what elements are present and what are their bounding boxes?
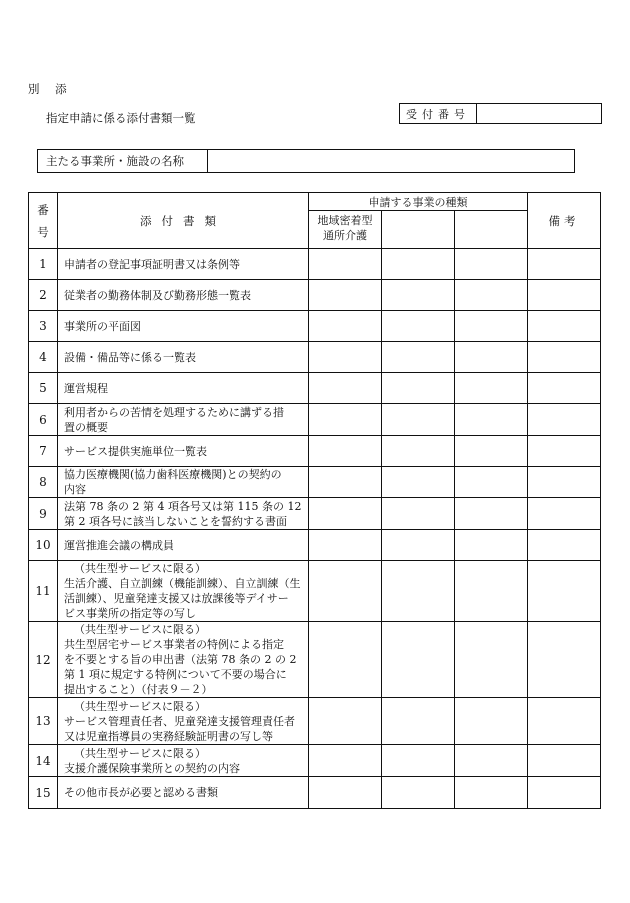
header-service-type-1 <box>309 211 382 249</box>
table-row <box>29 745 601 777</box>
attachment-table <box>28 192 601 809</box>
service-type-check-cell[interactable] <box>382 311 455 342</box>
table-row <box>29 249 601 280</box>
header-number-bottom: 号 <box>37 224 49 239</box>
service-type-check-cell[interactable] <box>455 467 528 498</box>
document-name-cell <box>58 698 309 745</box>
remarks-cell[interactable] <box>528 373 601 404</box>
document-name-cell <box>58 745 309 777</box>
remarks-cell[interactable] <box>528 404 601 436</box>
table-row <box>29 777 601 809</box>
document-name-line: 運営推進会議の構成員 <box>64 538 174 552</box>
header-number-top: 番 <box>37 202 49 217</box>
service-type-check-cell[interactable] <box>309 249 382 280</box>
service-type-check-cell[interactable] <box>455 561 528 622</box>
document-name-cell <box>58 404 309 436</box>
document-name-line: 第 1 項に規定する特例について不要の場合に <box>64 668 287 681</box>
service-type-check-cell[interactable] <box>382 745 455 777</box>
row-number: 9 <box>29 498 58 530</box>
remarks-cell[interactable] <box>528 745 601 777</box>
document-name-line: サービス管理責任者、児童発達支援管理責任者 <box>64 714 295 728</box>
service-type-check-cell[interactable] <box>455 373 528 404</box>
table-row <box>29 404 601 436</box>
document-name-line: 支援介護保険事業所との契約の内容 <box>64 761 240 775</box>
document-name-cell <box>58 342 309 373</box>
document-name-cell <box>58 561 309 622</box>
service-type-check-cell[interactable] <box>309 467 382 498</box>
remarks-cell[interactable] <box>528 622 601 698</box>
facility-name-label: 主たる事業所・施設の名称 <box>38 150 208 172</box>
service-type-check-cell[interactable] <box>309 698 382 745</box>
kyoseigata-note: （共生型サービスに限る） <box>74 562 206 575</box>
table-row <box>29 311 601 342</box>
service-type-line1: 地域密着型 <box>317 214 373 227</box>
service-type-check-cell[interactable] <box>382 561 455 622</box>
document-name-line: 協力医療機関(協力歯科医療機関)との契約の <box>64 468 282 481</box>
document-name-line: 従業者の勤務体制及び勤務形態一覧表 <box>64 288 251 302</box>
remarks-cell[interactable] <box>528 436 601 467</box>
table-row <box>29 530 601 561</box>
document-name-line: 活訓練）、児童発達支援又は放課後等デイサー <box>64 592 289 605</box>
document-name-cell <box>58 280 309 311</box>
document-name-line: 第 2 項各号に該当しないことを誓約する書面 <box>64 514 287 528</box>
remarks-cell[interactable] <box>528 498 601 530</box>
service-type-check-cell[interactable] <box>455 249 528 280</box>
row-number: 11 <box>29 561 58 622</box>
document-name-line: その他市長が必要と認める書類 <box>64 786 218 799</box>
service-type-check-cell[interactable] <box>382 698 455 745</box>
service-type-check-cell[interactable] <box>309 745 382 777</box>
row-number: 10 <box>29 530 58 561</box>
remarks-cell[interactable] <box>528 280 601 311</box>
service-type-check-cell[interactable] <box>455 698 528 745</box>
header-remarks: 備考 <box>528 193 601 249</box>
table-row <box>29 373 601 404</box>
remarks-cell[interactable] <box>528 249 601 280</box>
service-type-check-cell[interactable] <box>309 622 382 698</box>
service-type-check-cell[interactable] <box>455 436 528 467</box>
service-type-check-cell[interactable] <box>382 467 455 498</box>
service-type-check-cell[interactable] <box>382 280 455 311</box>
receipt-number-label: 受付番号 <box>400 104 477 123</box>
document-name-line: を不要とする旨の申出書（法第 78 条の 2 の 2 <box>64 653 297 666</box>
header-service-type-2 <box>382 211 455 249</box>
document-name-cell <box>58 436 309 467</box>
service-type-check-cell[interactable] <box>309 498 382 530</box>
service-type-check-cell[interactable] <box>382 777 455 809</box>
document-name-line: 又は児童指導員の実務経験証明書の写し等 <box>64 729 273 743</box>
service-type-check-cell[interactable] <box>382 404 455 436</box>
table-row <box>29 622 601 698</box>
document-name-line: 申請者の登記事項証明書又は条例等 <box>64 257 240 271</box>
annex-label: 別 添 <box>28 82 73 96</box>
facility-name-box <box>37 149 575 173</box>
service-type-check-cell[interactable] <box>309 280 382 311</box>
service-type-line2: 通所介護 <box>323 229 367 242</box>
service-type-check-cell[interactable] <box>455 745 528 777</box>
kyoseigata-note: （共生型サービスに限る） <box>74 699 206 713</box>
table-row <box>29 467 601 498</box>
service-type-check-cell[interactable] <box>309 311 382 342</box>
document-name-cell <box>58 249 309 280</box>
service-type-check-cell[interactable] <box>309 530 382 561</box>
service-type-check-cell[interactable] <box>455 498 528 530</box>
service-type-check-cell[interactable] <box>455 280 528 311</box>
service-type-check-cell[interactable] <box>309 777 382 809</box>
service-type-check-cell[interactable] <box>455 311 528 342</box>
service-type-check-cell[interactable] <box>382 373 455 404</box>
service-type-check-cell[interactable] <box>382 498 455 530</box>
row-number: 2 <box>29 280 58 311</box>
document-name-line: 事業所の平面図 <box>64 319 141 333</box>
document-name-cell <box>58 530 309 561</box>
header-service-type-3 <box>455 211 528 249</box>
service-type-check-cell[interactable] <box>455 404 528 436</box>
document-name-line: サービス提供実施単位一覧表 <box>64 444 207 458</box>
table-row <box>29 498 601 530</box>
document-name-line: 生活介護、自立訓練（機能訓練）、自立訓練（生 <box>64 577 301 590</box>
document-name-line: 置の概要 <box>64 420 108 434</box>
document-name-line: 利用者からの苦情を処理するために講ずる措 <box>64 405 284 419</box>
remarks-cell[interactable] <box>528 698 601 745</box>
remarks-cell[interactable] <box>528 530 601 561</box>
service-type-check-cell[interactable] <box>382 436 455 467</box>
document-name-line: 運営規程 <box>64 381 108 395</box>
document-name-cell <box>58 467 309 498</box>
service-type-check-cell[interactable] <box>382 342 455 373</box>
service-type-check-cell[interactable] <box>382 530 455 561</box>
document-name-line: 共生型居宅サービス事業者の特例による指定 <box>64 638 284 651</box>
row-number: 12 <box>29 622 58 698</box>
header-number <box>29 193 58 249</box>
facility-name-field[interactable] <box>208 150 574 172</box>
row-number: 3 <box>29 311 58 342</box>
document-name-line: 内容 <box>64 483 86 496</box>
document-title: 指定申請に係る添付書類一覧 <box>46 111 196 125</box>
service-type-check-cell[interactable] <box>309 561 382 622</box>
remarks-cell[interactable] <box>528 777 601 809</box>
service-type-check-cell[interactable] <box>455 622 528 698</box>
row-number: 13 <box>29 698 58 745</box>
document-name-cell <box>58 311 309 342</box>
row-number: 15 <box>29 777 58 809</box>
remarks-cell[interactable] <box>528 311 601 342</box>
service-type-check-cell[interactable] <box>382 249 455 280</box>
document-name-line: 設備・備品等に係る一覧表 <box>64 350 196 364</box>
document-name-line: 提出すること）（付表９－２） <box>64 683 213 696</box>
receipt-number-box <box>399 103 602 124</box>
header-service-group: 申請する事業の種類 <box>309 193 528 211</box>
document-name-cell <box>58 777 309 809</box>
document-name-cell <box>58 622 309 698</box>
document-name-line: ビス事業所の指定等の写し <box>64 607 196 620</box>
table-row <box>29 342 601 373</box>
service-type-check-cell[interactable] <box>382 622 455 698</box>
service-type-check-cell[interactable] <box>455 342 528 373</box>
document-name-line: 法第 78 条の 2 第 4 項各号又は第 115 条の 12 <box>64 499 302 513</box>
row-number: 6 <box>29 404 58 436</box>
service-type-check-cell[interactable] <box>455 530 528 561</box>
service-type-check-cell[interactable] <box>309 373 382 404</box>
table-row <box>29 436 601 467</box>
kyoseigata-note: （共生型サービスに限る） <box>74 623 206 636</box>
remarks-cell[interactable] <box>528 467 601 498</box>
row-number: 1 <box>29 249 58 280</box>
service-type-check-cell[interactable] <box>309 404 382 436</box>
table-row <box>29 698 601 745</box>
table-row <box>29 561 601 622</box>
kyoseigata-note: （共生型サービスに限る） <box>74 746 206 760</box>
document-name-cell <box>58 373 309 404</box>
document-name-cell <box>58 498 309 530</box>
receipt-number-field[interactable] <box>477 104 601 123</box>
service-type-check-cell[interactable] <box>309 342 382 373</box>
header-documents: 添付書類 <box>58 193 309 249</box>
remarks-cell[interactable] <box>528 342 601 373</box>
row-number: 4 <box>29 342 58 373</box>
service-type-check-cell[interactable] <box>309 436 382 467</box>
remarks-cell[interactable] <box>528 561 601 622</box>
row-number: 8 <box>29 467 58 498</box>
service-type-check-cell[interactable] <box>455 777 528 809</box>
row-number: 14 <box>29 745 58 777</box>
row-number: 7 <box>29 436 58 467</box>
table-row <box>29 280 601 311</box>
row-number: 5 <box>29 373 58 404</box>
